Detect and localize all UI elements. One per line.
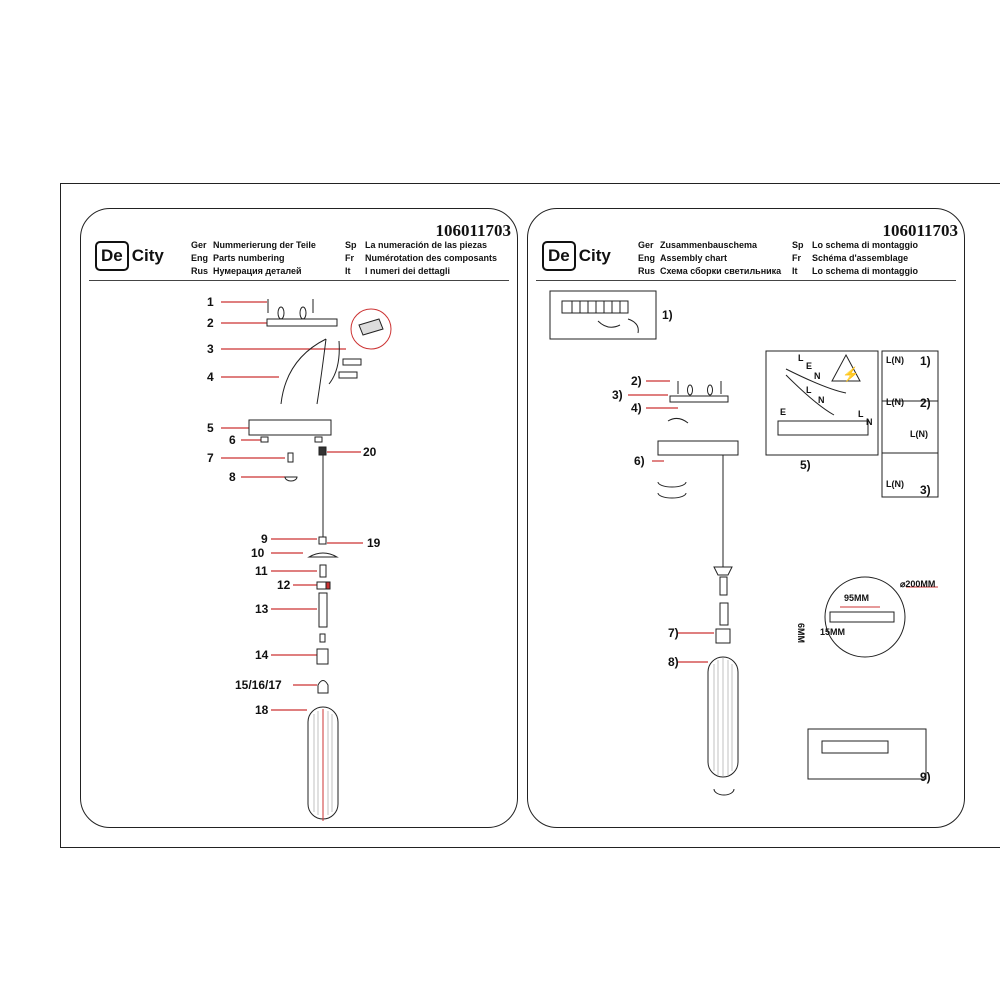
part-number-label: 2 xyxy=(207,316,214,330)
part-number-label: 6 xyxy=(229,433,236,447)
dim-diameter: ⌀200MM xyxy=(900,579,936,589)
lang-text: La numeración de las piezas xyxy=(365,240,488,250)
dim-spacing: 95MM xyxy=(844,593,870,603)
logo-left: De xyxy=(95,241,129,271)
leader-lines xyxy=(221,302,363,710)
lang-code: Eng xyxy=(191,253,208,263)
logo-left: De xyxy=(542,241,576,271)
lang-text: Nummerierung der Teile xyxy=(213,240,316,250)
step-label: 6) xyxy=(634,454,645,468)
product-code: 106011703 xyxy=(882,221,958,240)
wiring-step-label: 3) xyxy=(920,483,931,497)
part-number-label: 12 xyxy=(277,578,291,592)
part-number-label: 5 xyxy=(207,421,214,435)
lang-code: Ger xyxy=(191,240,207,250)
wire-label-n: N xyxy=(814,371,821,381)
assembly-chart-panel xyxy=(527,208,965,828)
logo-right: City xyxy=(578,246,611,265)
canopy-assembly xyxy=(658,381,738,795)
step-label: 9) xyxy=(920,770,931,784)
wire-label-e: E xyxy=(806,361,813,371)
lang-code: Ger xyxy=(638,240,654,250)
wire-label-l: L xyxy=(806,385,812,395)
lang-text: Нумерация деталей xyxy=(213,266,302,276)
part-number-label: 4 xyxy=(207,370,214,384)
lang-code: Rus xyxy=(191,266,209,276)
part-number-labels xyxy=(207,295,381,717)
wiring-detail xyxy=(766,351,938,779)
step-label: 5) xyxy=(800,458,811,472)
part-number-label: 10 xyxy=(251,546,265,560)
lang-text: Lo schema di montaggio xyxy=(812,266,919,276)
mounting-dimensions xyxy=(796,577,938,657)
lang-text: Parts numbering xyxy=(213,253,285,263)
wire-label-n: N xyxy=(866,417,873,427)
part-number-label: 19 xyxy=(367,536,381,550)
parts-diagram xyxy=(81,209,519,829)
step-label: 1) xyxy=(662,308,673,322)
step-label: 4) xyxy=(631,401,642,415)
step-label: 3) xyxy=(612,388,623,402)
part-number-label: 3 xyxy=(207,342,214,356)
wire-label-n: N xyxy=(818,395,825,405)
dim-width: 6MM xyxy=(796,623,806,643)
part-number-label: 14 xyxy=(255,648,269,662)
parts-numbering-panel xyxy=(80,208,518,828)
part-number-label: 18 xyxy=(255,703,269,717)
wire-label-ln: L(N) xyxy=(886,397,904,407)
lang-text: Assembly chart xyxy=(660,253,728,263)
lang-code: Fr xyxy=(345,253,354,263)
lang-text: Схема сборки светильника xyxy=(660,266,782,276)
lang-text: Zusammenbauschema xyxy=(660,240,758,250)
lang-code: Rus xyxy=(638,266,656,276)
wire-label-l: L xyxy=(858,409,864,419)
wire-label-e: E xyxy=(780,407,787,417)
lang-code: Sp xyxy=(792,240,804,250)
dim-slot: 15MM xyxy=(820,627,846,637)
part-number-label: 9 xyxy=(261,532,268,546)
wiring-step-label: 2) xyxy=(920,396,931,410)
step-label: 2) xyxy=(631,374,642,388)
lang-code: It xyxy=(345,266,351,276)
wiring-step-label: 1) xyxy=(920,354,931,368)
step1-terminal-box xyxy=(550,291,656,339)
assembly-diagram xyxy=(528,209,966,829)
logo-right: City xyxy=(131,246,164,265)
lang-text: Schéma d'assemblage xyxy=(812,253,909,263)
part-number-label: 15/16/17 xyxy=(235,678,282,692)
product-code: 106011703 xyxy=(435,221,511,240)
part-number-label: 8 xyxy=(229,470,236,484)
step-label: 7) xyxy=(668,626,679,640)
lang-code: Eng xyxy=(638,253,655,263)
part-number-label: 13 xyxy=(255,602,269,616)
part-number-label: 11 xyxy=(255,564,268,578)
lang-text: I numeri dei dettagli xyxy=(365,266,451,276)
wire-label-ln: L(N) xyxy=(886,479,904,489)
step-leaders xyxy=(628,381,714,662)
electric-hazard-icon: ⚡ xyxy=(842,366,860,382)
lang-text: Lo schema di montaggio xyxy=(812,240,919,250)
part-number-label: 20 xyxy=(363,445,377,459)
wire-label-ln: L(N) xyxy=(886,355,904,365)
part-number-label: 1 xyxy=(207,295,214,309)
lang-code: Fr xyxy=(792,253,801,263)
lang-code: It xyxy=(792,266,798,276)
step-label: 8) xyxy=(668,655,679,669)
part-number-label: 7 xyxy=(207,451,214,465)
lang-text: Numérotation des composants xyxy=(365,253,498,263)
wire-label-ln: L(N) xyxy=(910,429,928,439)
wire-label-l: L xyxy=(798,353,804,363)
lang-code: Sp xyxy=(345,240,357,250)
